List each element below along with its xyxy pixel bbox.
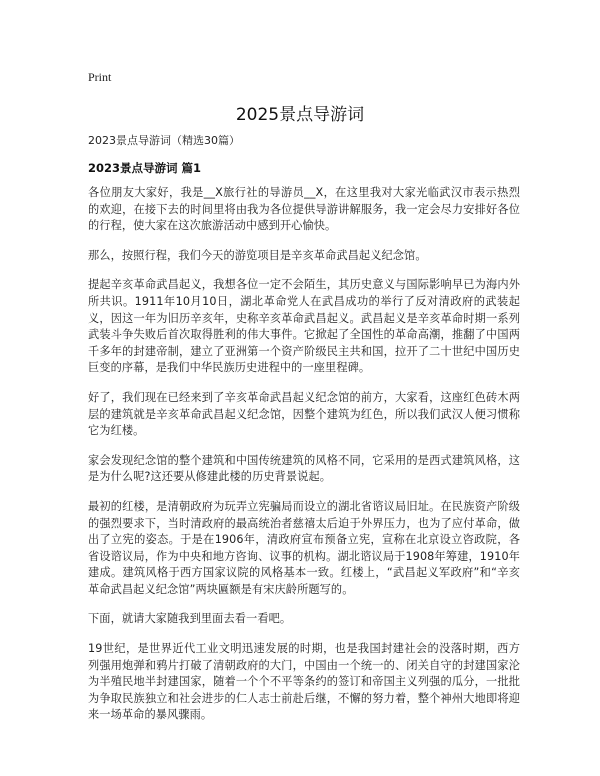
print-link[interactable]: Print <box>88 70 112 84</box>
paragraph: 好了，我们现在已经来到了辛亥革命武昌起义纪念馆的前方，大家看，这座红色砖木两层的建筑就是辛亥革命武昌起义纪念馆，因整个建筑为红色，所以我们武汉人便习惯称它为红楼。 <box>88 390 520 438</box>
paragraph: 下面，就请大家随我到里面去看一看吧。 <box>88 612 292 626</box>
body-text <box>88 185 520 737</box>
paragraph: 提起辛亥革命武昌起义，我想各位一定不会陌生，其历史意义与国际影响早已为海内外所共识。1911年10月10日，湖北革命党人在武昌成功的举行了反对清政府的武装起义，因这一年为旧历辛亥年，史称辛亥革命武昌起义。武昌起义是辛亥革命时期一系列武装斗争失败后首次取得胜利的伟大事件。它掀起了全国性的革命高潮，推翻了中国两千多年的封建帝制，建立了亚洲第一个资产阶级民主共和国，拉开了二十世纪中国历史巨变的序幕，是我们中华民族历史进程中的一座里程碑。 <box>88 278 520 375</box>
page-title: 2025景点导游词 <box>235 105 365 125</box>
paragraph: 最初的红楼，是清朝政府为玩弄立宪骗局而设立的湖北省谘议局旧址。在民族资产阶级的强烈要求下，当时清政府的最高统治者慈禧太后迫于外界压力，也为了应付革命，做出了立宪的姿态。于是在1906年，清政府宣布预备立宪，宣称在北京设立咨政院，各省设谘议局，作为中央和地方咨询、议事的机构。湖北谘议局于1908年筹建，1910年建成。建筑风格于西方国家议院的风格基本一致。红楼上，“武昌起义军政府”和“辛亥革命武昌起义纪念馆”两块匾额是有宋庆龄所题写的。 <box>88 499 520 596</box>
paragraph: 家会发现纪念馆的整个建筑和中国传统建筑的风格不同，它采用的是西式建筑风格，这是为什么呢?这还要从修建此楼的历史背景说起。 <box>88 453 520 484</box>
paragraph: 各位朋友大家好，我是__X旅行社的导游员__X，在这里我对大家光临武汉市表示热烈的欢迎，在接下去的时间里将由我为各位提供导游讲解服务，我一定会尽力安排好各位的行程，使大家在这次旅游活动中感到开心愉快。 <box>88 186 520 233</box>
paragraph: 19世纪，是世界近代工业文明迅速发展的时期，也是我国封建社会的没落时期，西方列强用炮弹和鸦片打破了清朝政府的大门，中国由一个统一的、闭关自守的封建国家沦为半殖民地半封建国家，随着一个个不平等条约的签订和帝国主义列强的瓜分，一批批为争取民族独立和社会进步的仁人志士前赴后继，不懈的努力着，整个神州大地即将迎来一场革命的暴风骤雨。 <box>88 642 520 722</box>
paragraph: 那么，按照行程，我们今天的游览项目是辛亥革命武昌起义纪念馆。 <box>88 248 427 262</box>
document-subtitle: 2023景点导游词（精选30篇） <box>88 134 240 147</box>
section-heading: 2023景点导游词 篇1 <box>88 161 202 175</box>
